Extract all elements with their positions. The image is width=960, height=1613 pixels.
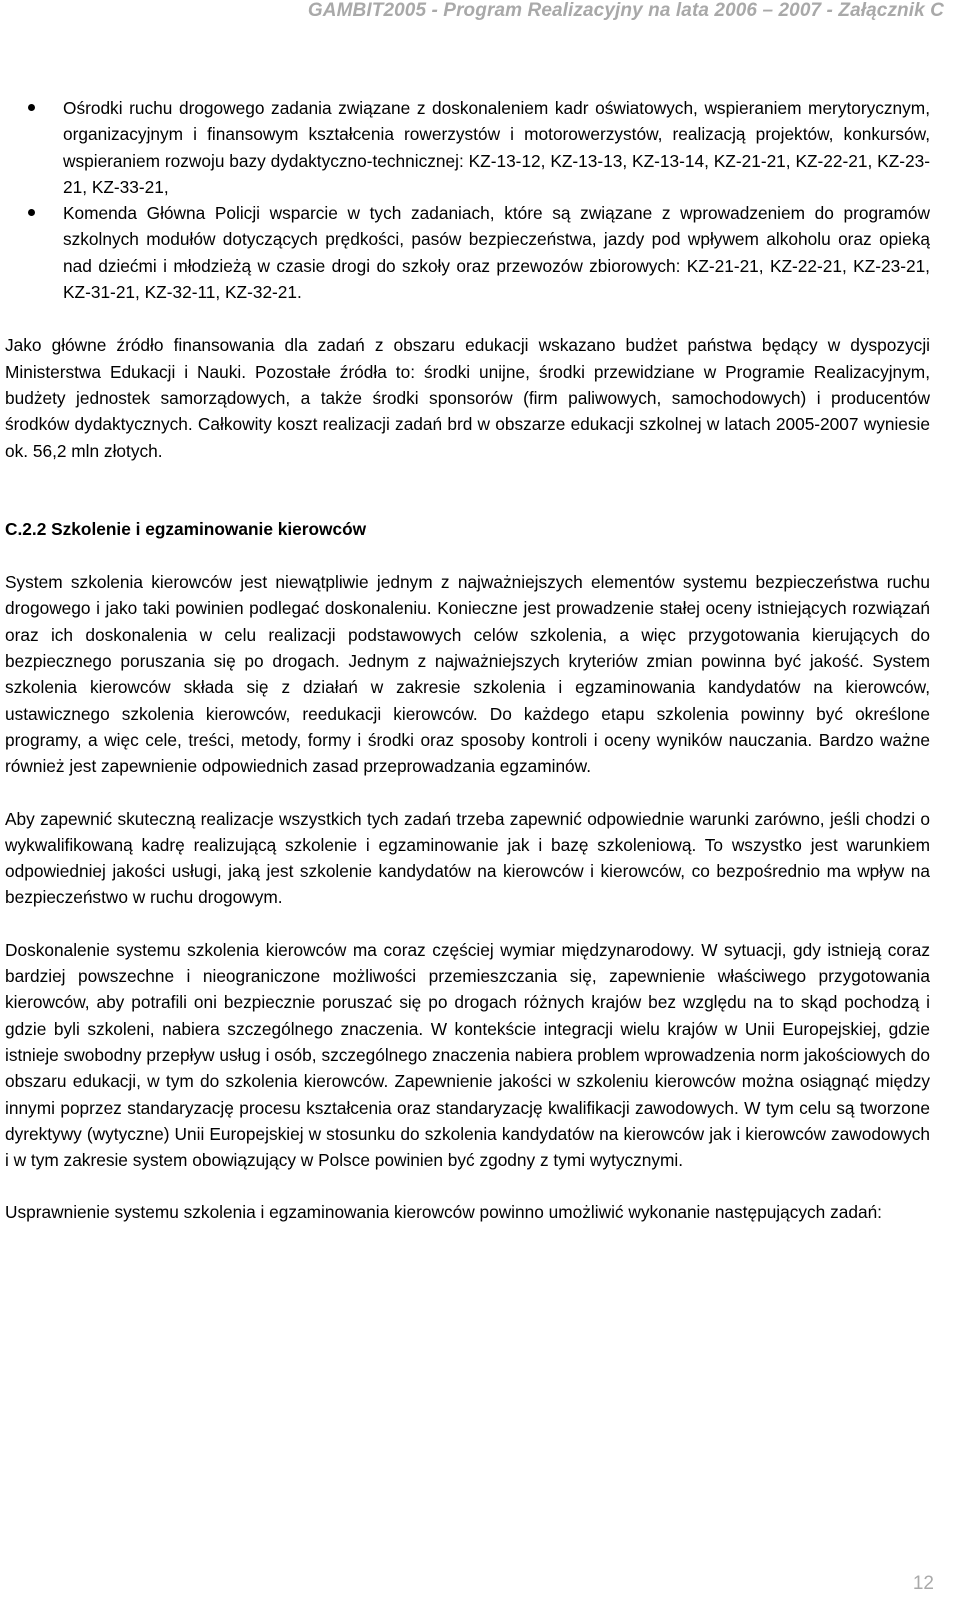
list-item (63, 200, 930, 305)
bullet-icon (28, 209, 35, 216)
page-number: 12 (912, 1573, 934, 1594)
section-heading: C.2.2 Szkolenie i egzaminowanie kierowców (5, 518, 367, 539)
funding-paragraph: Jako główne źródło finansowania dla zadań z obszaru edukacji wskazano budżet państwa będący w dyspozycji Ministerstwa Edukacji i Nauki. Pozostałe źródła to: środki unijne, środki przewidziane w Programie Realizacyjnym, budżety jednostek samorządowych, a także środki sponsorów (firm paliwowych, samochodowych) i producentów środków dydaktycznych. Całkowity koszt realizacji zadań brd w obszarze edukacji szkolnej w latach 2005-2007 wyniesie ok. 56,2 mln złotych. (5, 335, 930, 461)
document-body (5, 95, 930, 1226)
bullet-icon (28, 104, 35, 111)
body-paragraph: System szkolenia kierowców jest niewątpliwie jednym z najważniejszych elementów systemu bezpieczeństwa ruchu drogowego i jako taki powinien podlegać doskonaleniu. Konieczne jest prowadzenie stałej oceny istniejących rozwiązań oraz ich doskonalenia w celu realizacji podstawowych celów szkolenia, a więc przygotowania kierujących do bezpiecznego poruszania się po drogach. Jednym z najważniejszych kryteriów zmian powinna być jakość. System szkolenia kierowców składa się z działań w zakresie szkolenia i egzaminowania kandydatów na kierowców, ustawicznego szkolenia kierowców, reedukacji kierowców. Do każdego etapu szkolenia powinny być określone programy, a więc cele, treści, metody, formy i środki oraz sposoby kontroli i oceny wyników nauczania. Bardzo ważne również jest zapewnienie odpowiednich zasad przeprowadzania egzaminów. (5, 572, 930, 777)
body-paragraph: Aby zapewnić skuteczną realizacje wszystkich tych zadań trzeba zapewnić odpowiednie warunki zarówno, jeśli chodzi o wykwalifikowaną kadrę realizującą szkolenie i egzaminowanie jak i bazę szkoleniową. To wszystko jest warunkiem odpowiedniej jakości usługi, jaką jest szkolenie kandydatów na kierowców i kierowców, co bezpośrednio ma wpływ na bezpieczeństwo w ruchu drogowym. (5, 808, 930, 908)
body-paragraph: Doskonalenie systemu szkolenia kierowców ma coraz częściej wymiar międzynarodowy. W sytuacji, gdy istnieją coraz bardziej powszechne i nieograniczone możliwości przemieszczania się, zapewnienie właściwego przygotowania kierowców, aby potrafili oni bezpiecznie poruszać się po drogach różnych krajów bez względu na to skąd pochodzą i gdzie byli szkoleni, nabiera szczególnego znaczenia. W kontekście integracji wielu krajów w Unii Europejskiej, gdzie istnieje swobodny przepływ usług i osób, szczególnego znaczenia nabiera problem wprowadzenia norm jakościowych do obszaru edukacji, w tym do szkolenia kierowców. Zapewnienie jakości w szkoleniu kierowców można osiągnąć między innymi poprzez standaryzację procesu kształcenia oraz standaryzację kwalifikacji zawodowych. W tym celu są tworzone dyrektywy (wytyczne) Unii Europejskiej w stosunku do szkolenia kandydatów na kierowców jak i kierowców zawodowych i w tym zakresie system obowiązujący w Polsce powinien być zgodny z tymi wytycznymi. (5, 939, 930, 1171)
list-item-text: Komenda Główna Policji wsparcie w tych zadaniach, które są związane z wprowadzeniem do programów szkolnych modułów dotyczących prędkości, pasów bezpieczeństwa, jazdy pod wpływem alkoholu oraz opieką nad dziećmi i młodzieżą w czasie drogi do szkoły oraz przewozów zbiorowych: KZ-21-21, KZ-22-21, KZ-23-21, KZ-31-21, KZ-32-11, KZ-32-21. (63, 203, 930, 303)
list-item-text: Ośrodki ruchu drogowego zadania związane z doskonaleniem kadr oświatowych, wspieraniem merytorycznym, organizacyjnym i finansowym kształcenia rowerzystów i motorowerzystów, realizacją projektów, konkursów, wspieraniem rozwoju bazy dydaktyczno-technicznej: KZ-13-12, KZ-13-13, KZ-13-14, KZ-21-21, KZ-22-21, KZ-23-21, KZ-33-21, (63, 98, 930, 197)
running-header: GAMBIT2005 - Program Realizacyjny na lata 2006 – 2007 - Załącznik C (307, 0, 944, 21)
bullet-list (5, 95, 930, 305)
list-item (63, 95, 930, 200)
body-paragraph: Usprawnienie systemu szkolenia i egzaminowania kierowców powinno umożliwić wykonanie następujących zadań: (5, 1202, 882, 1223)
